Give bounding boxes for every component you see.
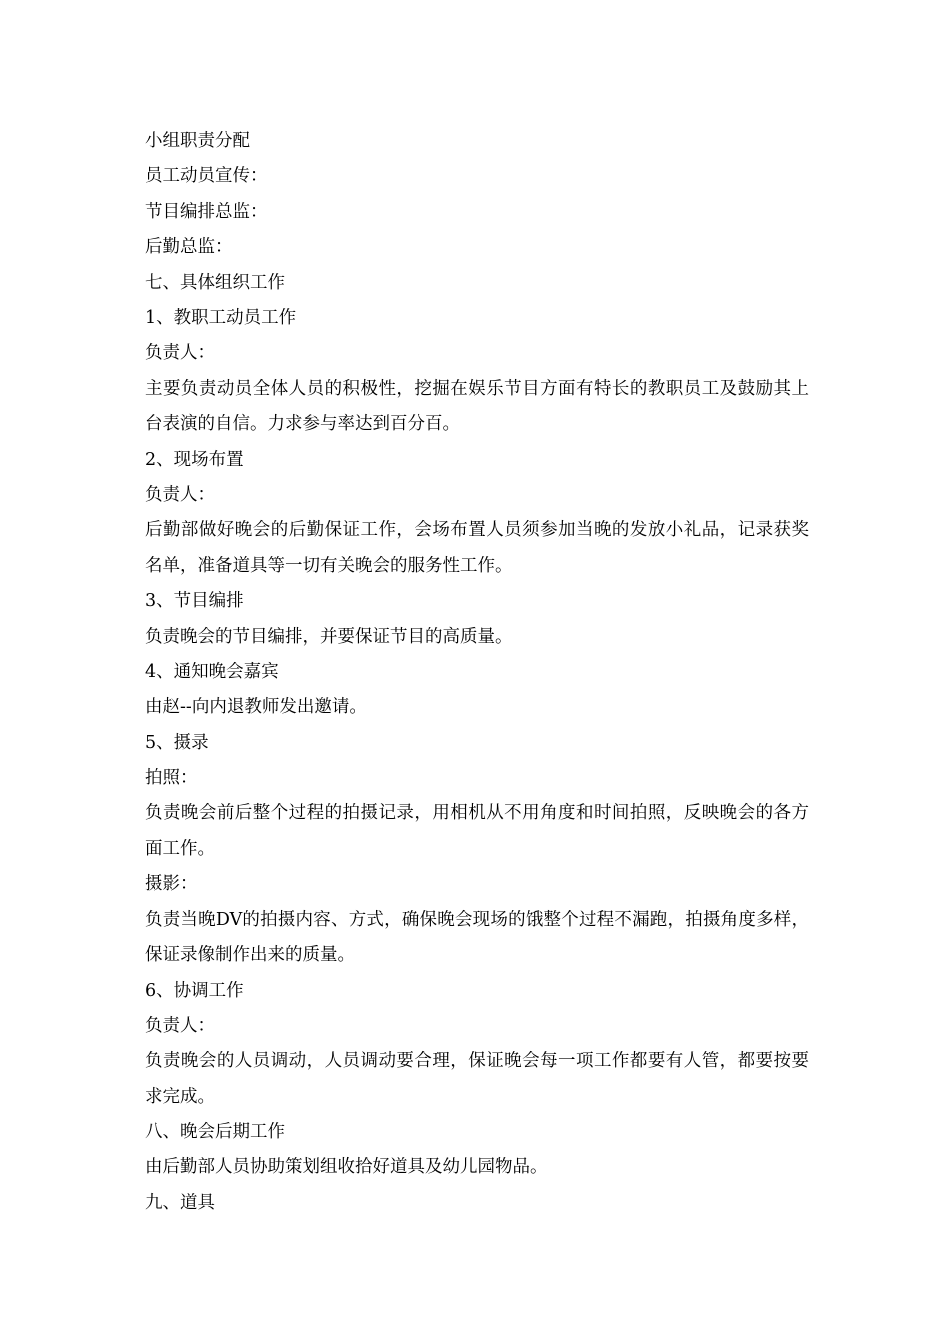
paragraph-mobilization: 主要负责动员全体人员的积极性，挖掘在娱乐节目方面有特长的教职员工及鼓励其上台表演的自信。力求参与率达到百分百。	[145, 378, 809, 435]
item-heading-3: 3、节目编排	[145, 591, 244, 612]
item-heading-6: 6、协调工作	[145, 980, 244, 1001]
item-heading-2: 2、现场布置	[145, 449, 244, 470]
section-heading-group-duties: 小组职责分配	[145, 131, 250, 151]
video-label: 摄影：	[145, 874, 198, 895]
photo-label: 拍照：	[145, 768, 198, 789]
paragraph-video: 负责当晚DV的拍摄内容、方式，确保晚会现场的饿整个过程不漏跑，拍摄角度多样，保证录像制作出来的质量。	[145, 909, 809, 966]
item-heading-5: 5、摄录	[145, 732, 209, 753]
paragraph-post-event: 由后勤部人员协助策划组收拾好道具及幼儿园物品。	[145, 1157, 548, 1178]
document-body	[145, 124, 809, 1221]
paragraph-invitation: 由赵--向内退教师发出邀请。	[145, 697, 367, 718]
program-director-label: 节目编排总监：	[145, 201, 268, 222]
person-in-charge-label: 负责人：	[145, 1015, 215, 1036]
person-in-charge-label: 负责人：	[145, 343, 215, 364]
person-in-charge-label: 负责人：	[145, 484, 215, 505]
section-heading-8: 八、晚会后期工作	[145, 1122, 285, 1143]
staff-mobilization-label: 员工动员宣传：	[145, 166, 268, 187]
paragraph-coordination: 负责晚会的人员调动，人员调动要合理，保证晚会每一项工作都要有人管，都要按要求完成。	[145, 1051, 809, 1107]
paragraph-venue-setup: 后勤部做好晚会的后勤保证工作，会场布置人员须参加当晚的发放小礼品，记录获奖名单，准备道具等一切有关晚会的服务性工作。	[145, 520, 809, 576]
item-heading-1: 1、教职工动员工作	[145, 307, 297, 328]
section-heading-7: 七、具体组织工作	[145, 272, 285, 293]
section-heading-9: 九、道具	[145, 1192, 215, 1213]
paragraph-program: 负责晚会的节目编排，并要保证节目的高质量。	[145, 626, 513, 647]
logistics-director-label: 后勤总监：	[145, 237, 233, 258]
item-heading-4: 4、通知晚会嘉宾	[145, 661, 279, 682]
paragraph-photo: 负责晚会前后整个过程的拍摄记录，用相机从不用角度和时间拍照，反映晚会的各方面工作。	[145, 803, 809, 859]
